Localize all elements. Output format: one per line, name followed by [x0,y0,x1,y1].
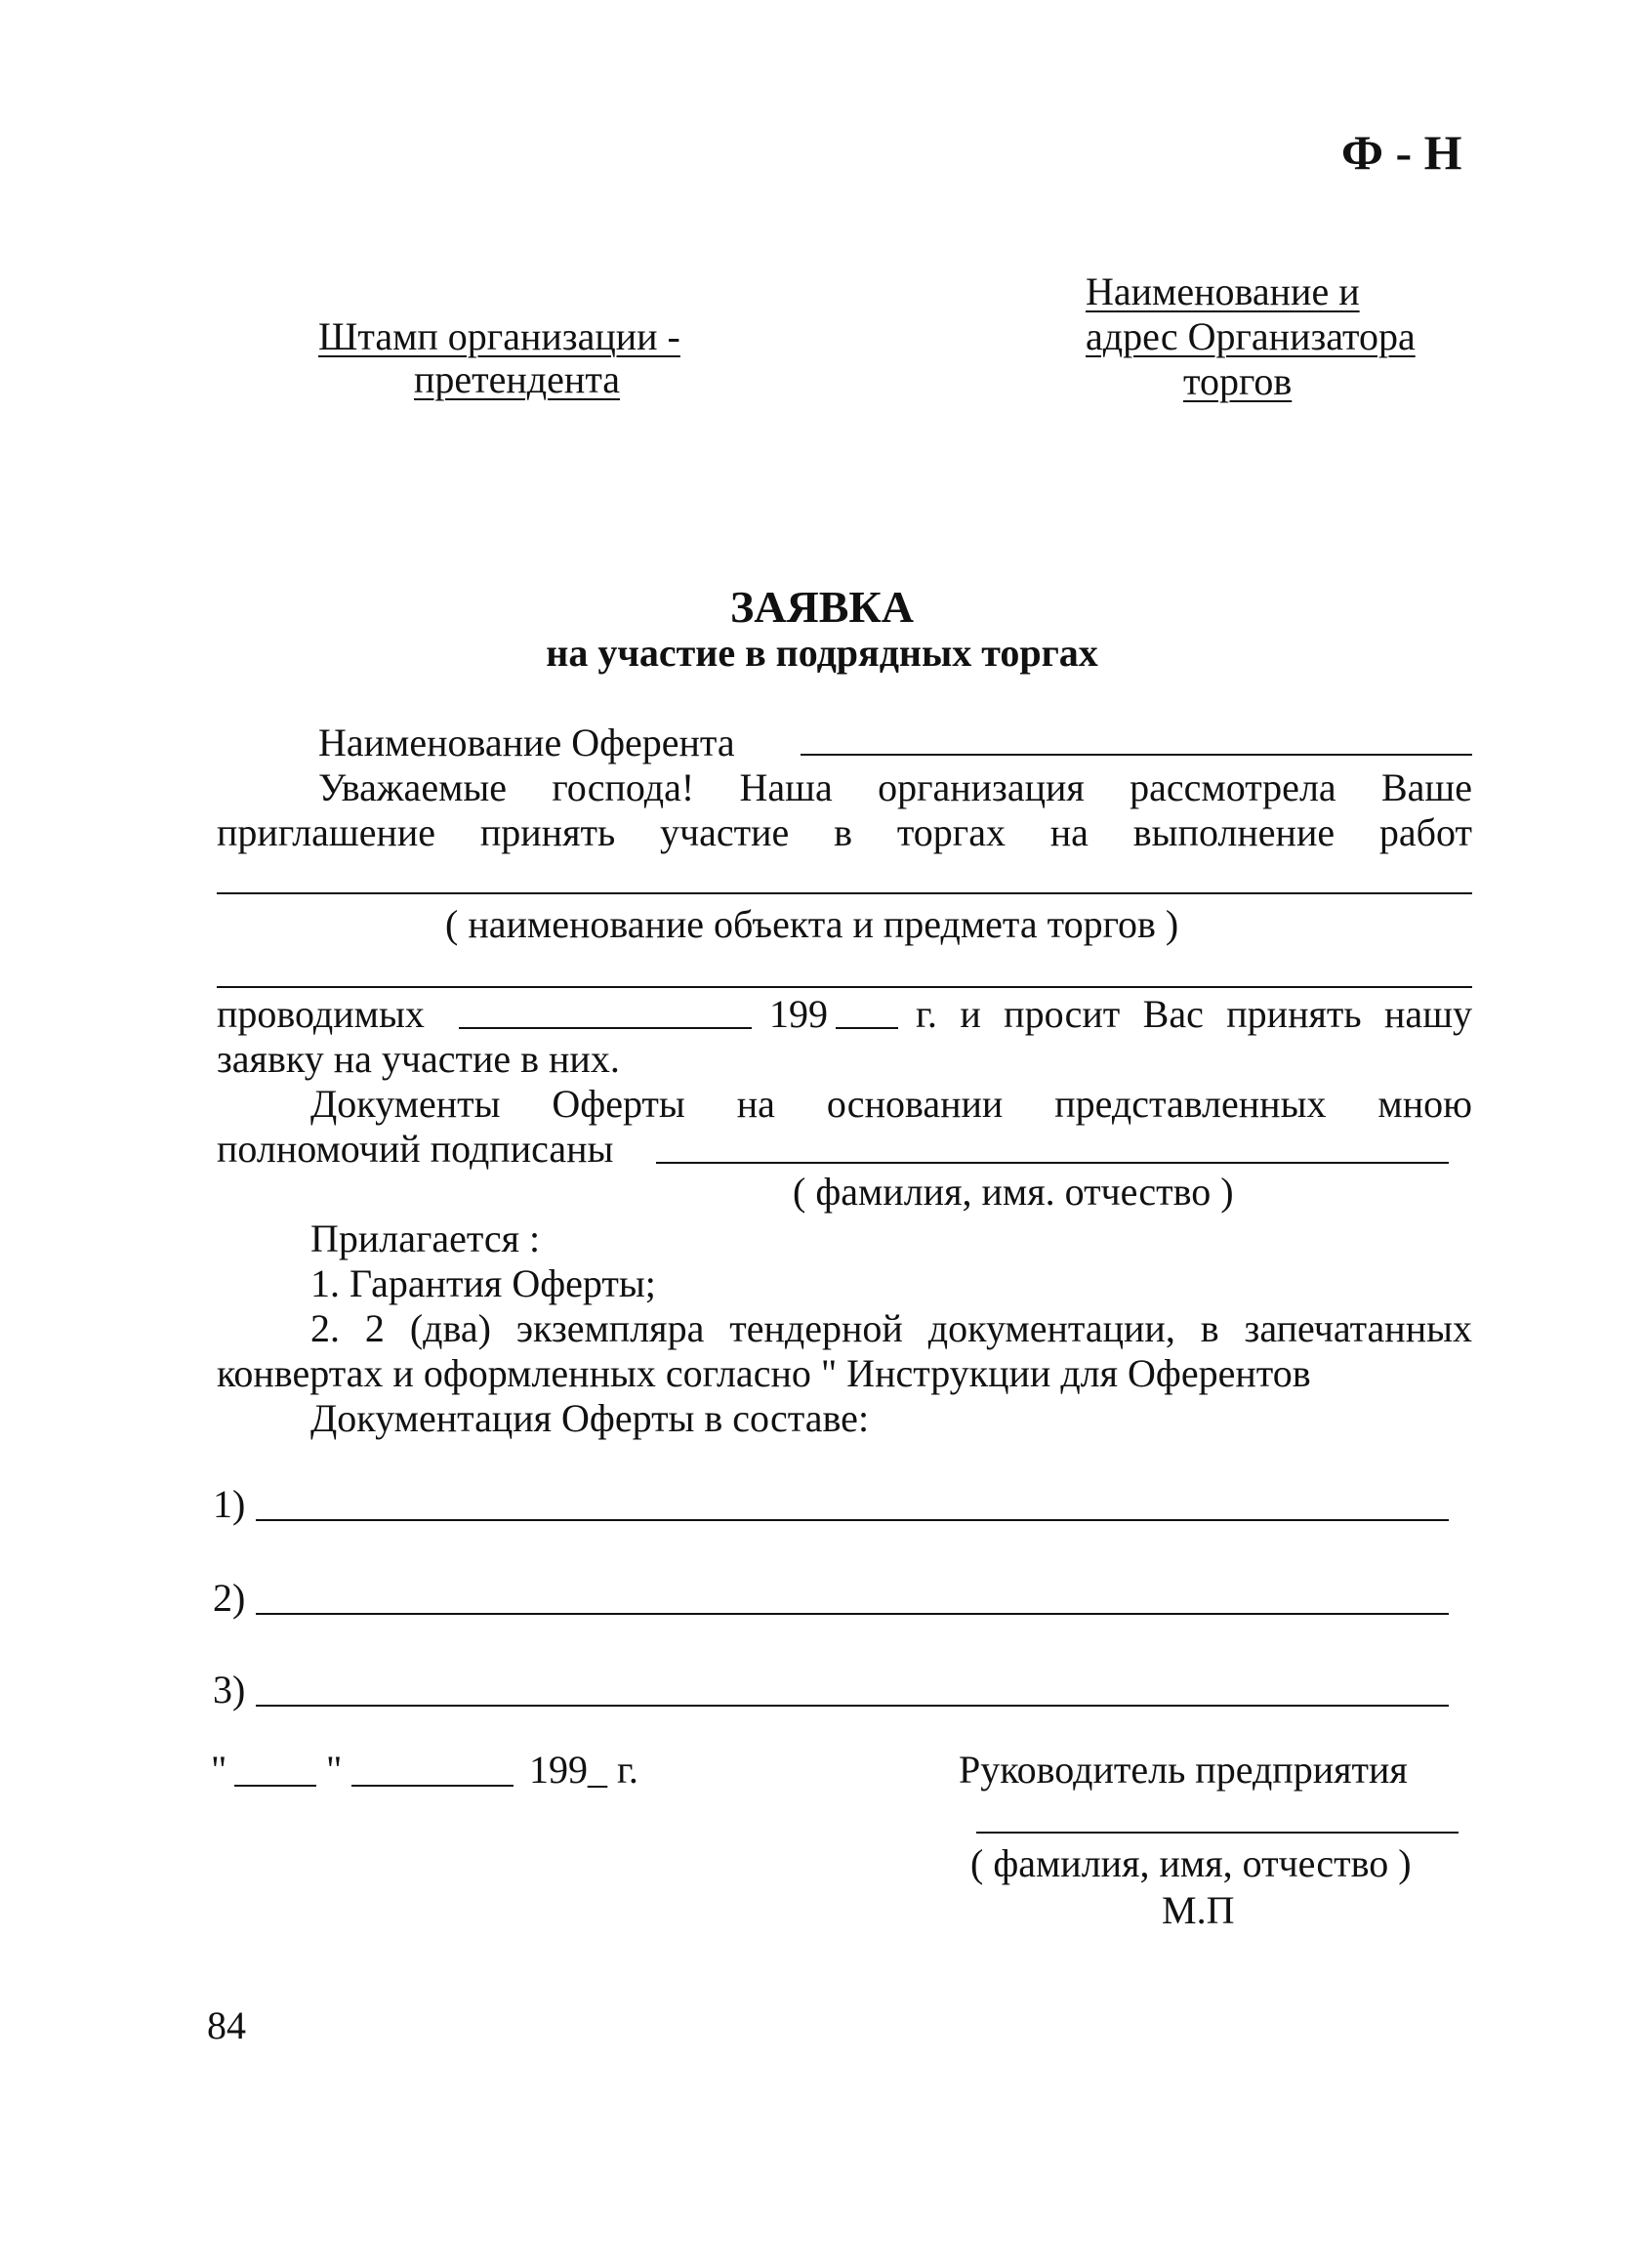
attachment-item-2-line-2: конвертах и оформленных согласно " Инструкции для Оферентов [217,1351,1311,1395]
head-fio-caption: ( фамилия, имя, отчество ) [970,1841,1412,1885]
list-number-1: 1) [213,1482,246,1526]
object-field-line-2[interactable] [217,986,1472,988]
date-quote-open: " [211,1748,227,1792]
organizer-line-2: адрес Организатора [1086,314,1416,358]
list-number-2: 2) [213,1576,246,1620]
year-prefix: 199 [769,992,828,1036]
head-title: Руководитель предприятия [959,1748,1408,1792]
invite-line: приглашение принять участие в торгах на выполнение работ [217,810,1472,854]
offerer-name-label: Наименование Оферента [318,721,735,764]
dear-line: Уважаемые господа! Наша организация рассмотрела Ваше [318,765,1472,809]
document-title: ЗАЯВКА [730,582,914,632]
object-field-line-1[interactable] [217,892,1472,894]
offerer-name-field[interactable] [801,754,1472,756]
stamp-line-1: Штамп организации - [318,314,680,358]
docs-line-2: полномочий подписаны [217,1127,614,1171]
list-number-3: 3) [213,1668,246,1711]
fio-caption: ( фамилия, имя. отчество ) [793,1170,1234,1214]
attachment-item-1: 1. Гарантия Оферты; [310,1261,656,1305]
seal-label: М.П [1162,1888,1235,1932]
form-code: Ф - Н [1341,125,1462,180]
document-subtitle: на участие в подрядных торгах [546,631,1098,675]
organizer-line-3: торгов [1183,359,1293,403]
composition-field-3[interactable] [256,1705,1449,1707]
composition-field-2[interactable] [256,1613,1449,1615]
year-suffix-field[interactable] [836,1027,898,1029]
date-day-field[interactable] [234,1785,316,1787]
held-label: проводимых [217,992,425,1036]
page-number: 84 [207,2003,246,2047]
signatory-field[interactable] [656,1162,1449,1164]
request-continuation: заявку на участие в них. [217,1037,620,1081]
stamp-line-2: претендента [414,357,621,401]
head-signature-field[interactable] [976,1832,1459,1834]
date-quote-close: " [326,1748,343,1792]
attached-label: Прилагается : [310,1216,541,1260]
object-caption: ( наименование объекта и предмета торгов ) [445,902,1179,946]
docs-line-1: Документы Оферты на основании представленных мною [310,1082,1472,1126]
date-month-field[interactable] [351,1785,514,1787]
attachment-item-2-line-1: 2. 2 (два) экземпляра тендерной документации, в запечатанных [310,1306,1472,1350]
composition-field-1[interactable] [256,1519,1449,1521]
held-date-field[interactable] [459,1027,752,1029]
request-text: г. и просит Вас принять нашу [916,992,1472,1036]
date-year: 199_ г. [529,1748,638,1792]
organizer-line-1: Наименование и [1086,269,1360,313]
composition-label: Документация Оферты в составе: [310,1396,870,1440]
